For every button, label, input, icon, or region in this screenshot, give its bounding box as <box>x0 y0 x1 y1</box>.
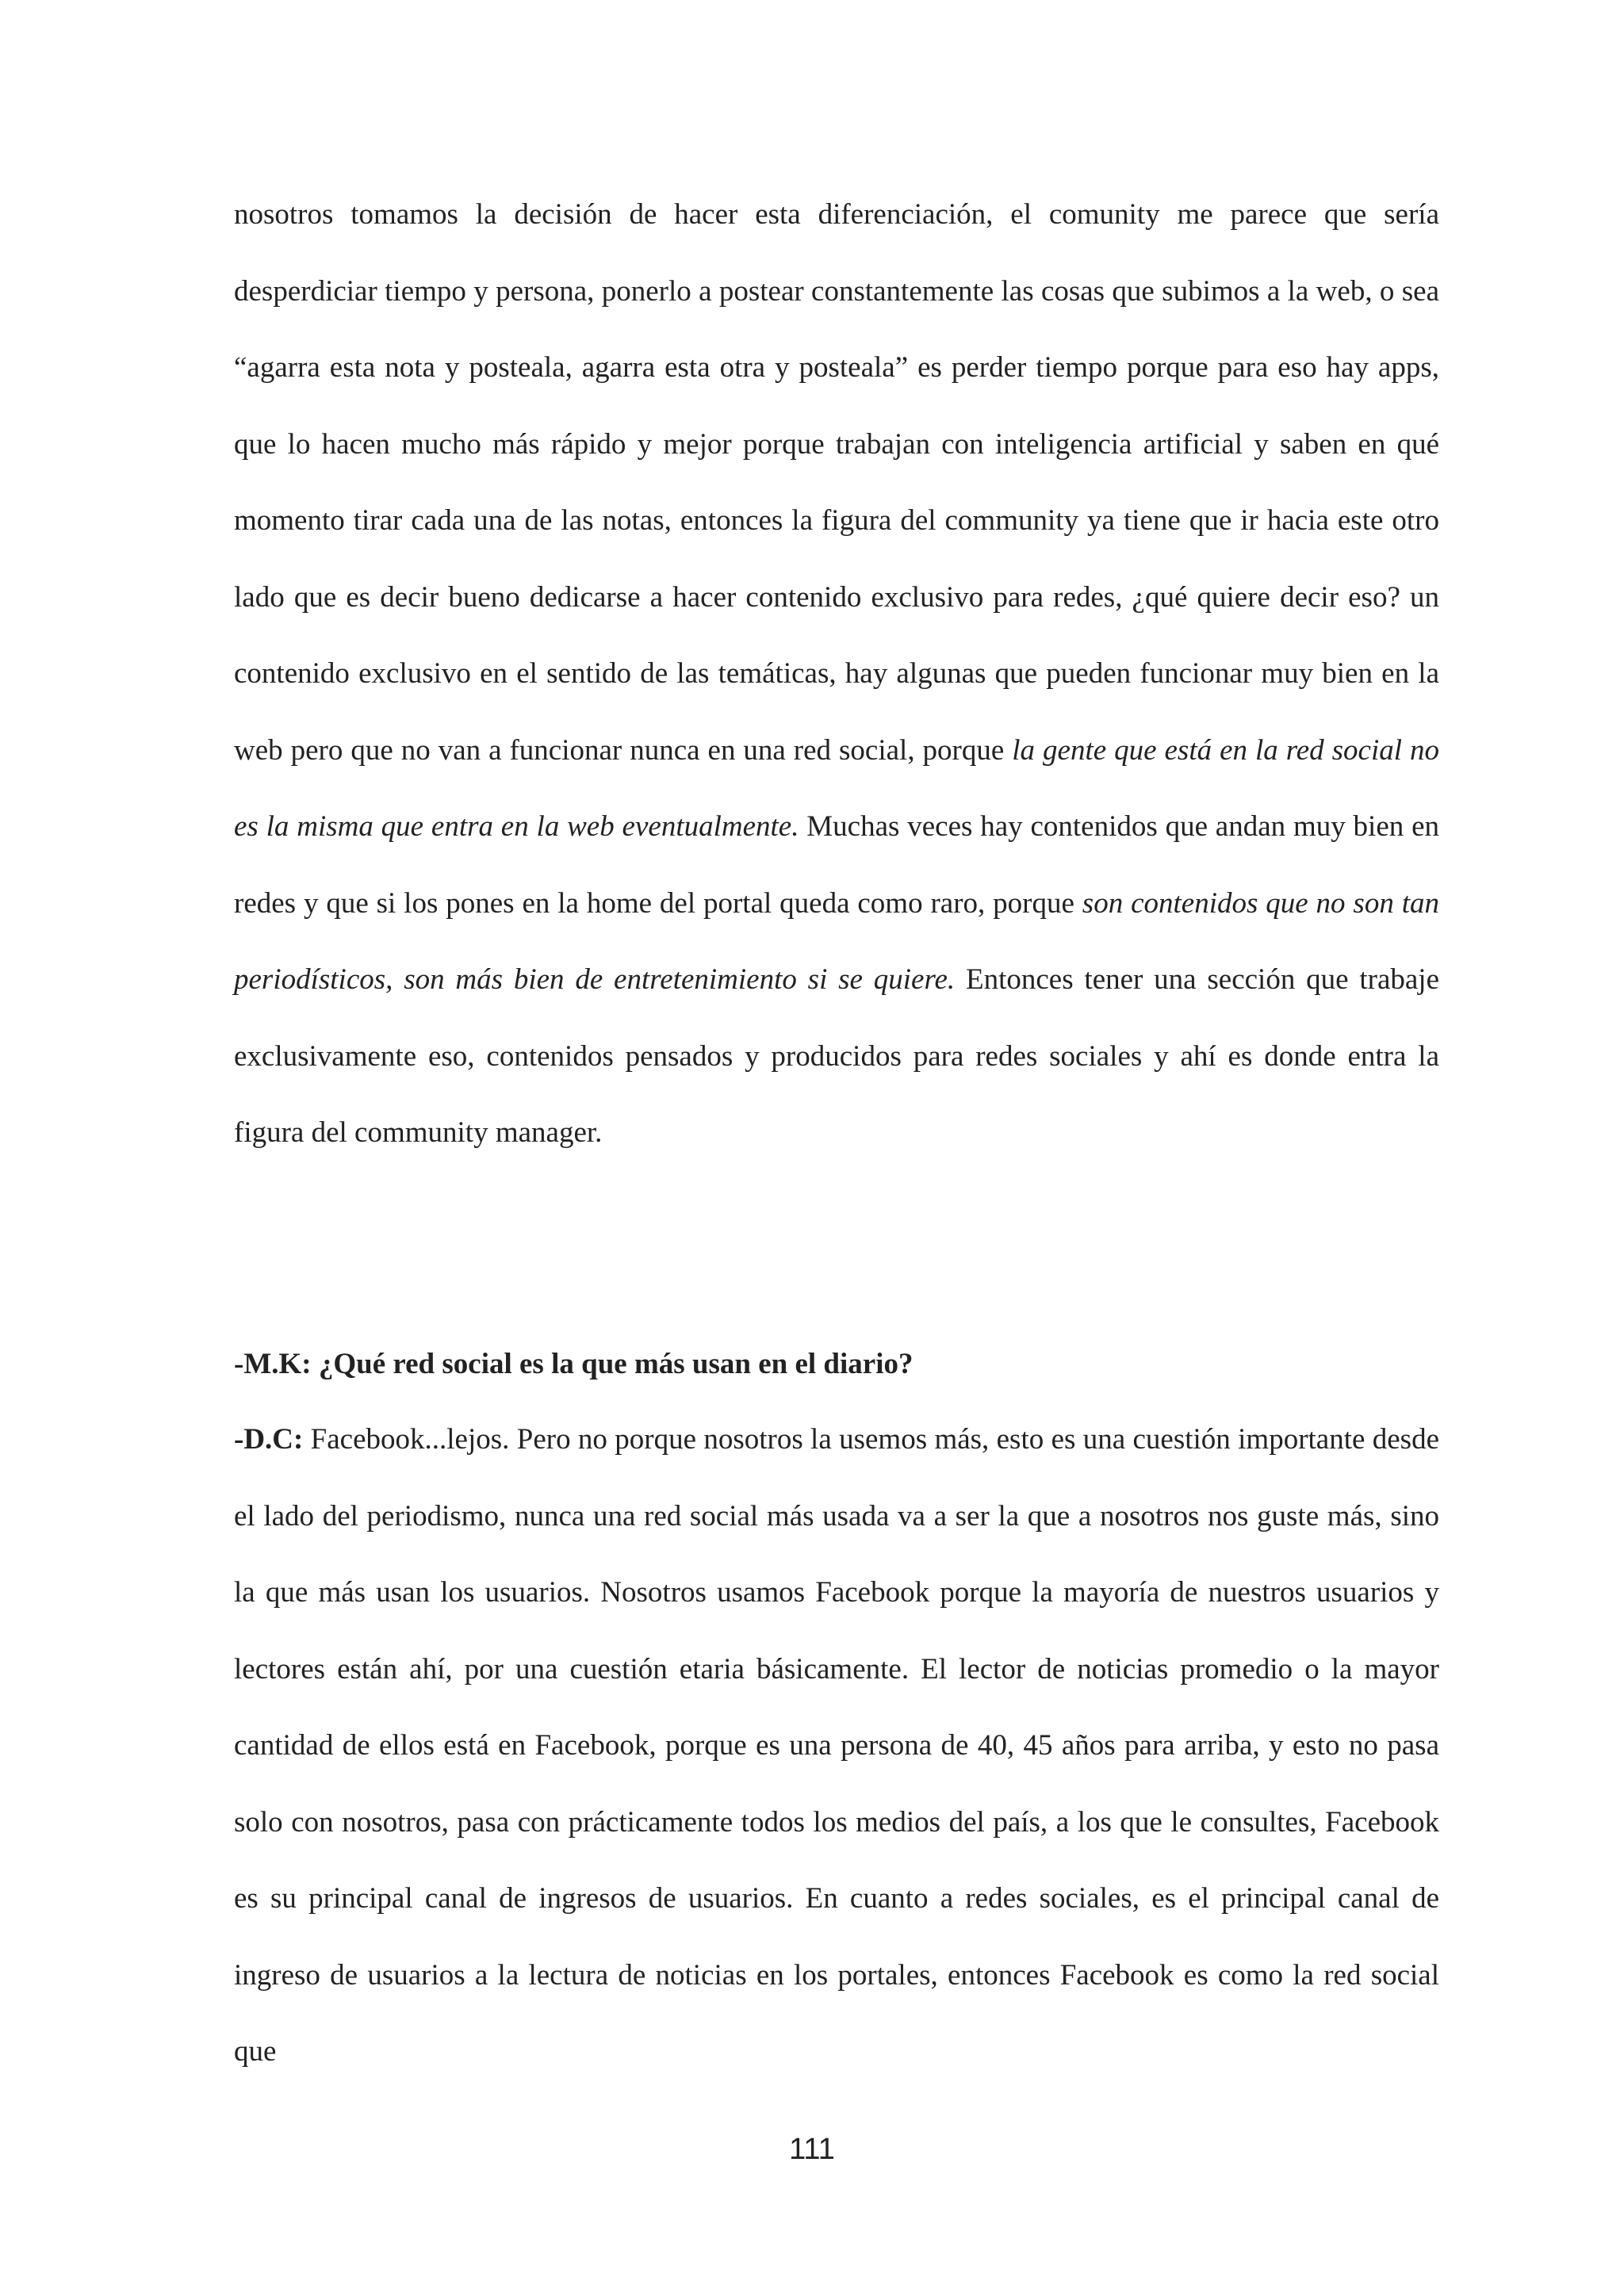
paragraph-text: Entonces tener una sección que trabaje exclusivamente eso, contenidos pensados y producidos para redes sociales y ahí es donde entra la figura del community manager. <box>234 963 1439 1149</box>
paragraph-text: nosotros tomamos la decisión de hacer esta diferenciación, el comunity me parece que sería desperdiciar tiempo y persona, ponerlo a postear constantemente las cosas que subimos a la web, o sea “agarra esta nota y posteala, agarra esta otra y posteala” es perder tiempo porque para eso hay apps, que lo hacen mucho más rápido y mejor porque trabajan con inteligencia artificial y saben en qué momento tirar cada una de las notas, entonces la figura del community ya tiene que ir hacia este otro lado que es decir bueno dedicarse a hacer contenido exclusivo para redes, ¿qué quiere decir eso? un contenido exclusivo en el sentido de las temáticas, hay algunas que pueden funcionar muy bien en la web pero que no van a funcionar nunca en una red social, porque <box>234 198 1439 767</box>
paragraph-community-manager <box>234 177 1439 1172</box>
speaker-label: -D.C: <box>234 1423 304 1456</box>
interview-answer <box>234 1402 1439 2091</box>
italic-quote: la gente que está en la red social no es la misma que entra en la web eventualmente. <box>234 733 1439 843</box>
answer-text: Facebook...lejos. Pero no porque nosotros la usemos más, esto es una cuestión importante desde el lado del periodismo, nunca una red social más usada va a ser la que a nosotros nos guste más, sino la que más usan los usuarios. Nosotros usamos Facebook porque la mayoría de nuestros usuarios y lectores están ahí, por una cuestión etaria básicamente. El lector de noticias promedio o la mayor cantidad de ellos está en Facebook, porque es una persona de 40, 45 años para arriba, y esto no pasa solo con nosotros, pasa con prácticamente todos los medios del país, a los que le consultes, Facebook es su principal canal de ingresos de usuarios. En cuanto a redes sociales, es el principal canal de ingreso de usuarios a la lectura de noticias en los portales, entonces Facebook es como la red social que <box>234 1423 1439 2068</box>
paragraph-text: Muchas veces hay contenidos que andan muy bien en redes y que si los pones en la home del portal queda como raro, porque <box>234 810 1439 920</box>
page-number: 111 <box>789 2133 835 2166</box>
italic-quote: son contenidos que no son tan periodísticos, son más bien de entretenimiento si se quiere. <box>234 886 1439 996</box>
interview-question: -M.K: ¿Qué red social es la que más usan en el diario? <box>234 1348 914 1380</box>
